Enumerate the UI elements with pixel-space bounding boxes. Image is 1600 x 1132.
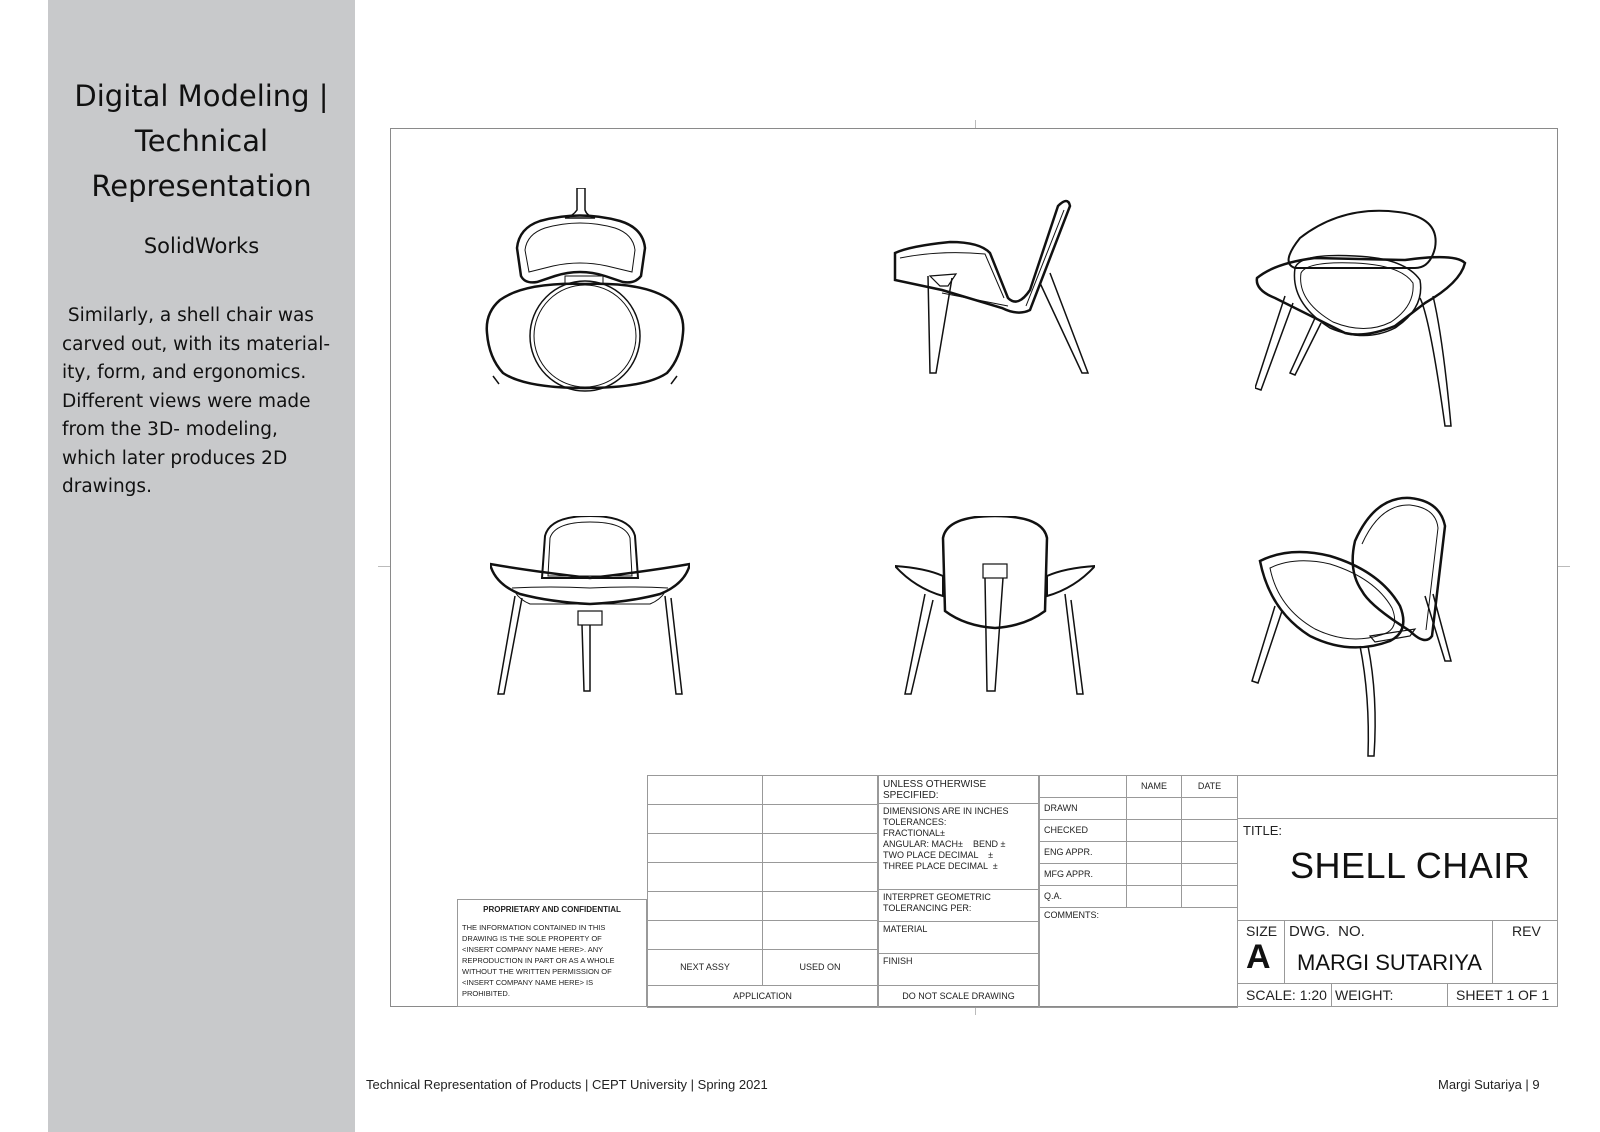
- weight-label: WEIGHT:: [1335, 987, 1394, 1003]
- drawing-title: SHELL CHAIR: [1290, 845, 1531, 886]
- rev-col-divider: [1492, 920, 1493, 983]
- size-col-divider: [1284, 920, 1285, 983]
- proprietary-line-2: DRAWING IS THE SOLE PROPERTY OF: [462, 934, 602, 943]
- application-block: [647, 775, 878, 1007]
- title-line-1: Digital Modeling |: [74, 79, 329, 113]
- proprietary-line-1: THE INFORMATION CONTAINED IN THIS: [462, 923, 606, 932]
- size-value: A: [1246, 938, 1271, 976]
- footer-author-page: Margi Sutariya | 9: [1438, 1077, 1540, 1092]
- sheet-tick-top: [975, 120, 976, 128]
- dimensions-line-6: THREE PLACE DECIMAL ±: [883, 861, 998, 871]
- sheet-tick-left: [378, 566, 390, 567]
- specification-block: [878, 775, 1039, 1007]
- scale-col-divider: [1331, 983, 1332, 1007]
- body-line-4: Different views were made: [62, 390, 311, 412]
- description-text: [62, 302, 344, 502]
- mfg-appr-label: MFG APPR.: [1040, 864, 1127, 886]
- do-not-scale-label: DO NOT SCALE DRAWING: [879, 986, 1039, 1008]
- body-line-6: which later produces 2D: [62, 447, 288, 469]
- sheet-tick-bottom: [975, 1007, 976, 1015]
- dimensions-line-2: TOLERANCES:: [883, 817, 947, 827]
- interpret-line-1: INTERPRET GEOMETRIC: [883, 892, 991, 902]
- application-label: APPLICATION: [648, 986, 878, 1008]
- title-divider: [1237, 818, 1558, 819]
- rev-label: REV: [1512, 923, 1541, 939]
- body-line-2: carved out, with its material-: [62, 333, 331, 355]
- top-view-drawing: [485, 188, 695, 398]
- page-title: [48, 74, 355, 209]
- approvals-block: [1039, 775, 1237, 1007]
- dimensions-line-4: ANGULAR: MACH± BEND ±: [883, 839, 1006, 849]
- proprietary-line-5: WITHOUT THE WRITTEN PERMISSION OF: [462, 967, 612, 976]
- finish-label: FINISH: [879, 954, 1039, 986]
- sheet-tick-right: [1558, 566, 1570, 567]
- sheet-label: SHEET 1 OF 1: [1456, 987, 1550, 1003]
- isometric-side-view-drawing: [1250, 496, 1465, 758]
- dimensions-line-1: DIMENSIONS ARE IN INCHES: [883, 806, 1009, 816]
- checked-label: CHECKED: [1040, 820, 1127, 842]
- proprietary-line-4: REPRODUCTION IN PART OR AS A WHOLE: [462, 956, 615, 965]
- title-label: TITLE:: [1243, 823, 1283, 838]
- material-label: MATERIAL: [879, 922, 1039, 954]
- footer-course: Technical Representation of Products | CEPT University | Spring 2021: [366, 1077, 768, 1092]
- interpret-cell: [879, 890, 1039, 922]
- weight-col-divider: [1447, 983, 1448, 1007]
- proprietary-line-6: <INSERT COMPANY NAME HERE> IS: [462, 978, 594, 987]
- front-view-drawing: [490, 516, 690, 696]
- body-line-5: from the 3D- modeling,: [62, 419, 278, 440]
- isometric-front-view-drawing: [1255, 208, 1470, 428]
- body-line-7: drawings.: [62, 476, 152, 497]
- dimensions-line-3: FRACTIONAL±: [883, 828, 945, 838]
- qa-label: Q.A.: [1040, 886, 1127, 908]
- title-line-3: Representation: [91, 169, 312, 203]
- dwg-no-value: MARGI SUTARIYA: [1297, 950, 1482, 975]
- body-line-3: ity, form, and ergonomics.: [62, 362, 307, 383]
- eng-appr-label: ENG APPR.: [1040, 842, 1127, 864]
- dimensions-line-5: TWO PLACE DECIMAL ±: [883, 850, 994, 860]
- proprietary-notice: [457, 899, 647, 1007]
- used-on-label: USED ON: [763, 950, 878, 986]
- unless-specified-label: UNLESS OTHERWISE SPECIFIED:: [879, 776, 1039, 804]
- comments-label: COMMENTS:: [1040, 908, 1238, 1008]
- title-line-2: Technical: [134, 124, 269, 158]
- scale-label: SCALE: 1:20: [1246, 987, 1327, 1003]
- side-view-drawing: [890, 198, 1105, 383]
- size-divider: [1237, 920, 1558, 921]
- proprietary-line-3: <INSERT COMPANY NAME HERE>. ANY: [462, 945, 604, 954]
- proprietary-line-7: PROHIBITED.: [462, 989, 510, 998]
- dwg-no-label: DWG. NO.: [1289, 923, 1365, 940]
- size-label: SIZE: [1246, 923, 1278, 939]
- tolerances-cell: [879, 804, 1039, 890]
- page-subtitle: SolidWorks: [143, 234, 260, 258]
- next-assy-label: NEXT ASSY: [648, 950, 763, 986]
- back-view-drawing: [895, 516, 1095, 696]
- drawn-label: DRAWN: [1040, 798, 1127, 820]
- body-line-1: Similarly, a shell chair was: [62, 305, 314, 326]
- interpret-line-2: TOLERANCING PER:: [883, 903, 972, 913]
- date-header: DATE: [1182, 776, 1238, 798]
- sidebar-panel: [48, 0, 355, 1132]
- scale-divider: [1237, 983, 1558, 984]
- proprietary-heading: PROPRIETARY AND CONFIDENTIAL: [483, 905, 621, 914]
- name-header: NAME: [1127, 776, 1182, 798]
